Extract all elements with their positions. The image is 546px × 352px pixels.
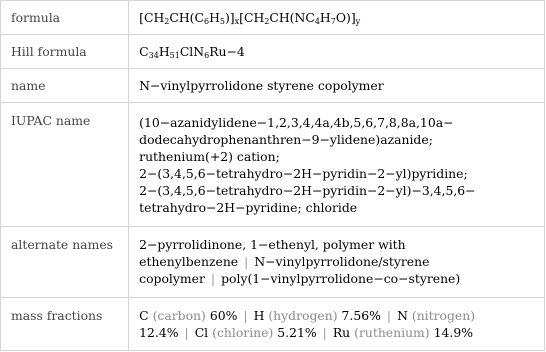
alternate-name: 2−pyrrolidinone, 1−ethenyl, polymer with ethenylbenzene bbox=[139, 237, 406, 270]
formula-row bbox=[1, 1, 545, 35]
name-value: N−vinylpyrrolidone styrene copolymer bbox=[129, 69, 545, 103]
name-row bbox=[1, 69, 545, 103]
formula-label: formula bbox=[1, 1, 129, 35]
alternate-name: poly(1−vinylpyrrolidone−co−styrene) bbox=[221, 271, 461, 287]
mass-fraction-item: H (hydrogen) 7.56% bbox=[253, 307, 381, 323]
separator: | bbox=[322, 324, 327, 340]
hill-formula-label: Hill formula bbox=[1, 35, 129, 69]
formula-value: $[CH_2CH(C_6H_5)]_x[CH_2CH(NC_4H_7O)]_y$ bbox=[129, 1, 545, 35]
iupac-line: 2−(3,4,5,6−tetrahydro−2H−pyridin−2−yl)pyridine; bbox=[139, 165, 468, 181]
alternate-names-value bbox=[129, 227, 545, 298]
iupac-name-value bbox=[129, 103, 545, 227]
hill-formula-value: $C_{34}H_{51}ClN_6Ru-4$ bbox=[129, 35, 545, 69]
iupac-line: 2−(3,4,5,6−tetrahydro−2H−pyridin−2−yl)−3,4,5,6− bbox=[139, 182, 476, 198]
mass-fractions-label: mass fractions bbox=[1, 297, 129, 350]
name-label: name bbox=[1, 69, 129, 103]
iupac-name-label: IUPAC name bbox=[1, 103, 129, 227]
separator: | bbox=[386, 307, 392, 323]
mass-fraction-item: Ru (ruthenium) 14.9% bbox=[332, 324, 473, 340]
mass-fractions-value bbox=[129, 297, 545, 350]
iupac-line: tetrahydro−2H−pyridine; chloride bbox=[139, 199, 358, 215]
iupac-line: (10−azanidylidene−1,2,3,4,4a,4b,5,6,7,8,8a,10a− bbox=[139, 114, 454, 130]
iupac-name-row bbox=[1, 103, 545, 227]
iupac-line: dodecahydrophenanthren−9−ylidene)azanide; bbox=[139, 131, 433, 147]
mass-fractions-row bbox=[1, 297, 545, 350]
separator: | bbox=[184, 324, 189, 340]
separator: | bbox=[243, 307, 248, 323]
mass-fraction-item: Cl (chlorine) 5.21% bbox=[194, 324, 317, 340]
alternate-name: N−vinylpyrrolidone/styrene copolymer bbox=[139, 254, 430, 287]
mass-fraction-item: N (nitrogen) 12.4% bbox=[139, 307, 476, 340]
alternate-names-label: alternate names bbox=[1, 227, 129, 298]
iupac-line: ruthenium(+2) cation; bbox=[139, 148, 280, 164]
alternate-names-row bbox=[1, 227, 545, 298]
mass-fraction-item: C (carbon) 60% bbox=[139, 307, 238, 323]
hill-formula-row bbox=[1, 35, 545, 69]
separator: | bbox=[210, 271, 216, 287]
separator: | bbox=[244, 254, 249, 270]
